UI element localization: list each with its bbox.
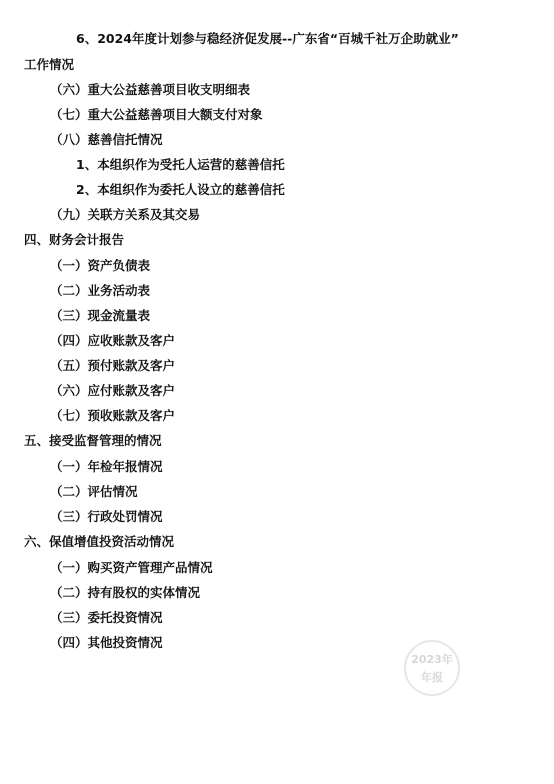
toc-item-5-3: （三）行政处罚情况 [50, 509, 163, 524]
toc-section-6: 六、保值增值投资活动情况 [24, 534, 175, 549]
toc-item-3-6: （六）重大公益慈善项目收支明细表 [50, 82, 251, 97]
annual-report-watermark-stamp [404, 640, 460, 696]
toc-item-3-8-1: 1、本组织作为受托人运营的慈善信托 [76, 157, 285, 172]
toc-item-4-3: （三）现金流量表 [50, 308, 151, 323]
toc-item-4-7: （七）预收账款及客户 [50, 408, 176, 423]
toc-item-5-1: （一）年检年报情况 [50, 459, 163, 474]
toc-item-6-3: （三）委托投资情况 [50, 610, 163, 625]
toc-item-3-7: （七）重大公益慈善项目大额支付对象 [50, 107, 263, 122]
toc-section-4: 四、财务会计报告 [24, 232, 125, 247]
toc-item-3-8: （八）慈善信托情况 [50, 132, 163, 147]
toc-item-5-2: （二）评估情况 [50, 484, 138, 499]
toc-item-4-6: （六）应付账款及客户 [50, 383, 176, 398]
watermark-year-text: 2023年 [411, 653, 453, 666]
toc-item-plan-6: 6、2024年度计划参与稳经济促发展--广东省“百城千社万企助就业” [76, 31, 459, 46]
toc-item-6-4: （四）其他投资情况 [50, 635, 163, 650]
toc-item-3-8-2: 2、本组织作为委托人设立的慈善信托 [76, 182, 285, 197]
toc-item-3-9: （九）关联方关系及其交易 [50, 207, 201, 222]
toc-item-6-1: （一）购买资产管理产品情况 [50, 560, 213, 575]
toc-section-5: 五、接受监督管理的情况 [24, 433, 162, 448]
toc-item-6-2: （二）持有股权的实体情况 [50, 585, 201, 600]
watermark-report-text: 年报 [421, 671, 443, 684]
toc-item-4-2: （二）业务活动表 [50, 283, 151, 298]
toc-item-4-1: （一）资产负债表 [50, 258, 151, 273]
toc-item-4-5: （五）预付账款及客户 [50, 358, 176, 373]
toc-item-4-4: （四）应收账款及客户 [50, 333, 176, 348]
toc-item-plan-6-continued: 工作情况 [24, 57, 75, 72]
